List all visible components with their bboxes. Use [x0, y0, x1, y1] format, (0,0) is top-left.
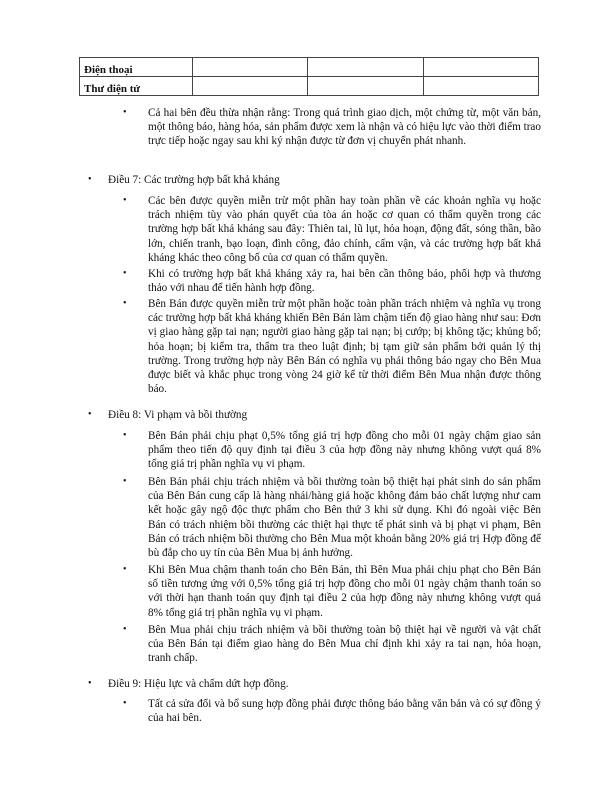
- list-item: [123, 106, 541, 149]
- list-item: [123, 297, 541, 396]
- bullet-icon: •: [123, 476, 127, 487]
- list-item: [123, 194, 541, 265]
- bullet-icon: •: [123, 298, 127, 309]
- list-item: [123, 267, 541, 295]
- article-heading: [88, 408, 548, 422]
- list-item-text: Tất cả sửa đổi và bổ sung hợp đồng phải được thông báo bằng văn bản và có sự đồng ý của hai bên.: [148, 698, 541, 725]
- list-item-text: Các bên được quyền miễn trừ một phần hay toàn phần về các khoản nghĩa vụ hoặc trách nhiệm tùy vào phán quyết của tòa án hoặc cơ quan có thẩm quyền trong các trường hợp bất khả kháng sau đây: Thiên tai, lũ lụt, hỏa hoạn, động đất, sóng thần, bão lớn, chiến tranh, bạo loạn, đình công, đảo chính, cấm vận, và các trường hợp bất khả kháng khác theo công bố của cơ quan có thẩm quyền.: [148, 195, 541, 264]
- table-cell: [308, 58, 423, 77]
- contact-table: [79, 57, 539, 96]
- list-item: [123, 475, 541, 560]
- bullet-icon: •: [123, 624, 127, 635]
- bullet-icon: •: [88, 678, 92, 689]
- intro-bullet-text: Cả hai bên đều thừa nhận rằng: Trong quá trình giao dịch, một chứng từ, một văn bản, một thông báo, hàng hóa, sản phẩm được xem là nhận và có hiệu lực vào thời điểm trao trực tiếp hoặc ngay sau khi ký nhận được từ đơn vị chuyển phát nhanh.: [148, 107, 541, 148]
- list-item-text: Bên Bán được quyền miễn trừ một phần hoặc toàn phần trách nhiệm và nghĩa vụ trong các trường hợp bất khả kháng khiến Bên Bán làm chậm tiến độ giao hàng như sau: Đơn vị giao hàng gặp tai nạn; người giao hàng gặp tai nạn; bị cướp; bị không tặc; khủng bố; hỏa hoạn; bị kiểm tra, thẩm tra theo luật định; bị tạm giữ sản phẩm bởi quản lý thị trường. Trong trường hợp này Bên Bán có nghĩa vụ phải thông báo ngay cho Bên Mua được biết và khắc phục trong vòng 24 giờ kể từ thời điểm Bên Mua nhận được thông báo.: [148, 298, 541, 396]
- table-row: [80, 58, 539, 77]
- table-cell: [193, 77, 308, 96]
- list-item-text: Bên Bán phải chịu trách nhiệm và bồi thường toàn bộ thiệt hại phát sinh do sản phẩm của Bên Bán cung cấp là hàng nhái/hàng giả hoặc không đảm bảo chất lượng như cam kết hoặc gây ngộ độc thực phẩm cho Bên thứ 3 khi sử dụng. Khi đó ngoài việc Bên Bán có trách nhiệm bồi thường các thiệt hại thực tế phát sinh và bị phạt vi phạm, Bên Bán có trách nhiệm bồi thường cho Bên Mua một khoản bằng 20% giá trị Hợp đồng để bù đắp cho uy tín của Bên Mua bị ảnh hưởng.: [148, 476, 541, 560]
- bullet-icon: •: [88, 174, 92, 185]
- article-heading: [88, 173, 548, 187]
- article-8-title: Điều 8: Vi phạm và bồi thường: [108, 409, 248, 421]
- table-cell: [423, 58, 538, 77]
- email-label: Thư điện tử: [80, 77, 193, 96]
- list-item-text: Khi có trường hợp bất khả kháng xảy ra, hai bên cần thông báo, phối hợp và thương thảo với nhau để tiến hành hợp đồng.: [148, 268, 541, 295]
- list-item: [123, 697, 541, 725]
- article-heading: [88, 677, 548, 691]
- list-item: [123, 563, 541, 620]
- table-cell: [423, 77, 538, 96]
- table-cell: [308, 77, 423, 96]
- bullet-icon: •: [88, 409, 92, 420]
- table-cell: [193, 58, 308, 77]
- list-item-text: Bên Bán phải chịu phạt 0,5% tổng giá trị hợp đồng cho mỗi 01 ngày chậm giao sản phẩm theo tiến độ quy định tại điều 3 của hợp đồng này nhưng không vượt quá 8% tổng giá trị phần nghĩa vụ vi phạm.: [148, 430, 541, 471]
- bullet-icon: •: [123, 107, 127, 118]
- list-item: [123, 623, 541, 666]
- list-item-text: Khi Bên Mua chậm thanh toán cho Bên Bán, thì Bên Mua phải chịu phạt cho Bên Bán số tiền tương ứng với 0,5% tổng giá trị hợp đồng cho mỗi 01 ngày chậm thanh toán so với thời hạn thanh toán quy định tại điều 2 của hợp đồng này nhưng không vượt quá 8% tổng giá trị phần nghĩa vụ vi phạm.: [148, 564, 541, 619]
- bullet-icon: •: [123, 430, 127, 441]
- bullet-icon: •: [123, 564, 127, 575]
- bullet-icon: •: [123, 268, 127, 279]
- list-item-text: Bên Mua phải chịu trách nhiệm và bồi thường toàn bộ thiệt hại về người và vật chất của Bên Bán tại điểm giao hàng do Bên Mua chỉ định khi xảy ra tai nạn, hỏa hoạn, tranh chấp.: [148, 624, 541, 665]
- article-7-title: Điều 7: Các trường hợp bất khả kháng: [108, 174, 280, 186]
- list-item: [123, 429, 541, 472]
- bullet-icon: •: [123, 698, 127, 709]
- phone-label: Điện thoại: [80, 58, 193, 77]
- article-9-title: Điều 9: Hiệu lực và chấm dứt hợp đồng.: [108, 678, 289, 690]
- table-row: [80, 77, 539, 96]
- bullet-icon: •: [123, 195, 127, 206]
